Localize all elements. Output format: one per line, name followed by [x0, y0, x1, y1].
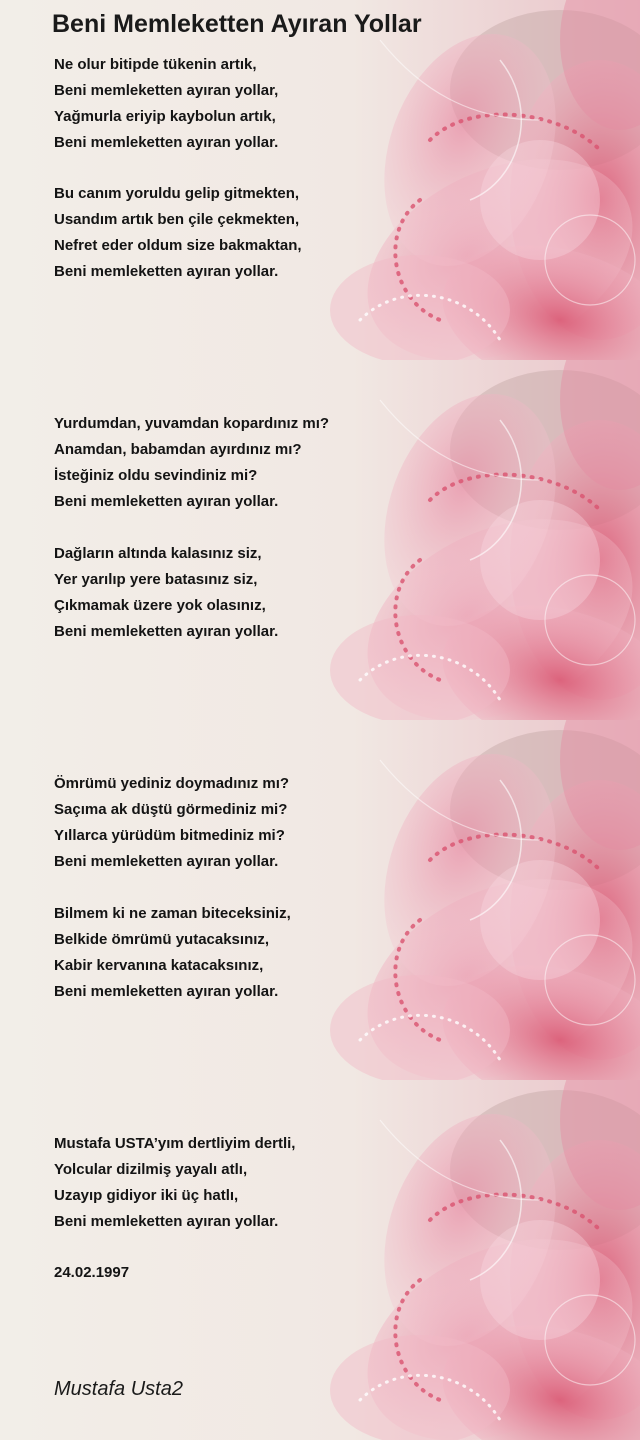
poem-stanza — [54, 411, 329, 515]
poem-line: Beni memleketten ayıran yollar. — [54, 263, 279, 280]
poem-stanza — [54, 771, 289, 875]
poem-line: Kabir kervanına katacaksınız, — [54, 957, 264, 974]
poem-author: Mustafa Usta2 — [54, 1378, 183, 1400]
poem-line: Yurdumdan, yuvamdan kopardınız mı? — [54, 415, 330, 432]
poem-stanza — [54, 52, 278, 156]
poem-line: Ne olur bitipde tükenin artık, — [54, 56, 257, 73]
poem-stanza — [54, 181, 302, 285]
poem-line: Anamdan, babamdan ayırdınız mı? — [54, 441, 302, 458]
poem-line: Usandım artık ben çile çekmekten, — [54, 211, 300, 228]
poem-line: Yıllarca yürüdüm bitmediniz mi? — [54, 827, 285, 844]
poem-line: Beni memleketten ayıran yollar. — [54, 493, 279, 510]
poem-title: Beni Memleketten Ayıran Yollar — [52, 10, 422, 38]
poem-line: Beni memleketten ayıran yollar. — [54, 1213, 279, 1230]
poem-line: Belkide ömrümü yutacaksınız, — [54, 931, 270, 948]
poem-line: Beni memleketten ayıran yollar. — [54, 623, 279, 640]
poem-line: Beni memleketten ayıran yollar. — [54, 853, 279, 870]
poem-line: Ömrümü yediniz doymadınız mı? — [54, 775, 290, 792]
poem-stanza — [54, 901, 291, 1005]
poem-stanza — [54, 541, 278, 645]
poem-line: Yer yarılıp yere batasınız siz, — [54, 571, 258, 588]
poem-line: Saçıma ak düştü görmediniz mi? — [54, 801, 288, 818]
poem-line: Mustafa USTA’yım dertliyim dertli, — [54, 1135, 296, 1152]
poem-line: Beni memleketten ayıran yollar, — [54, 82, 279, 99]
poem-line: Bu canım yoruldu gelip gitmekten, — [54, 185, 300, 202]
poem-line: Uzayıp gidiyor iki üç hatlı, — [54, 1187, 239, 1204]
poem-line: İsteğiniz oldu sevindiniz mi? — [54, 467, 258, 484]
poem-line: Beni memleketten ayıran yollar. — [54, 983, 279, 1000]
poem-line: Nefret eder oldum size bakmaktan, — [54, 237, 302, 254]
poem-line: Dağların altında kalasınız siz, — [54, 545, 262, 562]
poem-line: Beni memleketten ayıran yollar. — [54, 134, 279, 151]
poem-stanza — [54, 1131, 295, 1235]
poem-line: Yağmurla eriyip kaybolun artık, — [54, 108, 276, 125]
poem-line: Bilmem ki ne zaman biteceksiniz, — [54, 905, 291, 922]
poem-date: 24.02.1997 — [54, 1264, 130, 1281]
poem-line: Çıkmamak üzere yok olasınız, — [54, 597, 266, 614]
poem-line: Yolcular dizilmiş yayalı atlı, — [54, 1161, 248, 1178]
